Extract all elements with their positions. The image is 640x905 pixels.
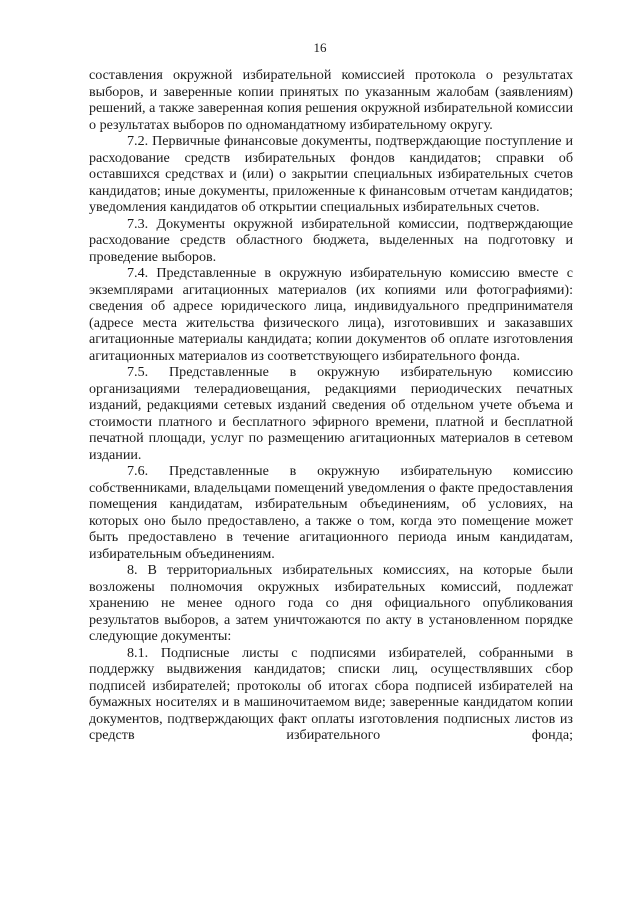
paragraph-7-2: 7.2. Первичные финансовые документы, подтверждающие поступление и расходование средств избирательных фондов кандидатов; справки об оставшихся средствах и (или) о закрытии специальных избирательных счетов кандидатов; иные документы, приложенные к финансовым отчетам кандидатов; уведомления кандидатов об открытии специальных избирательных счетов.	[89, 133, 573, 215]
paragraph-7-3: 7.3. Документы окружной избирательной комиссии, подтверждающие расходование средств областного бюджета, выделенных на подготовку и проведение выборов.	[89, 215, 573, 265]
paragraph-7-5: 7.5. Представленные в окружную избирательную комиссию организациями телерадиовещания, редакциями периодических печатных изданий, редакциями сетевых изданий сведения об отдельном учете объема и стоимости платного и бесплатного эфирного времени, платной и бесплатной печатной площади, услуг по размещению агитационных материалов в сетевом издании.	[89, 364, 573, 463]
paragraph-continuation: составления окружной избирательной комиссией протокола о результатах выборов, и заверенные копии принятых по указанным жалобам (заявлениям) решений, а также заверенная копия решения окружной избирательной комиссии о результатах выборов по одномандатному избирательному округу.	[89, 67, 573, 133]
paragraph-7-6: 7.6. Представленные в окружную избирательную комиссию собственниками, владельцами помещений уведомления о факте предоставления помещения кандидатам, избирательным объединениям, об условиях, на которых оно было предоставлено, а также о том, когда это помещение может быть предоставлено в течение агитационного периода иным кандидатам, избирательным объединениям.	[89, 463, 573, 562]
paragraph-7-4: 7.4. Представленные в окружную избирательную комиссию вместе с экземплярами агитационных материалов (их копиями или фотографиями): сведения об адресе юридического лица, индивидуального предпринимателя (адресе места жительства физического лица), изготовивших и заказавших агитационные материалы кандидата; копии документов об оплате изготовления агитационных материалов из соответствующего избирательного фонда.	[89, 265, 573, 364]
paragraph-8: 8. В территориальных избирательных комиссиях, на которые были возложены полномочия окружных избирательных комиссий, подлежат хранению не менее одного года со дня официального опубликования результатов выборов, а затем уничтожаются по акту в установленном порядке следующие документы:	[89, 562, 573, 644]
page-number: 16	[313, 40, 327, 55]
document-body	[89, 67, 573, 744]
paragraph-8-1: 8.1. Подписные листы с подписями избирателей, собранными в поддержку выдвижения кандидатов; списки лиц, осуществлявших сбор подписей избирателей; протоколы об итогах сбора подписей избирателей на бумажных носителях и в машиночитаемом виде; заверенные кандидатом копии документов, подтверждающих факт оплаты изготовления подписных листов из средств избирательного фонда;	[89, 644, 573, 743]
